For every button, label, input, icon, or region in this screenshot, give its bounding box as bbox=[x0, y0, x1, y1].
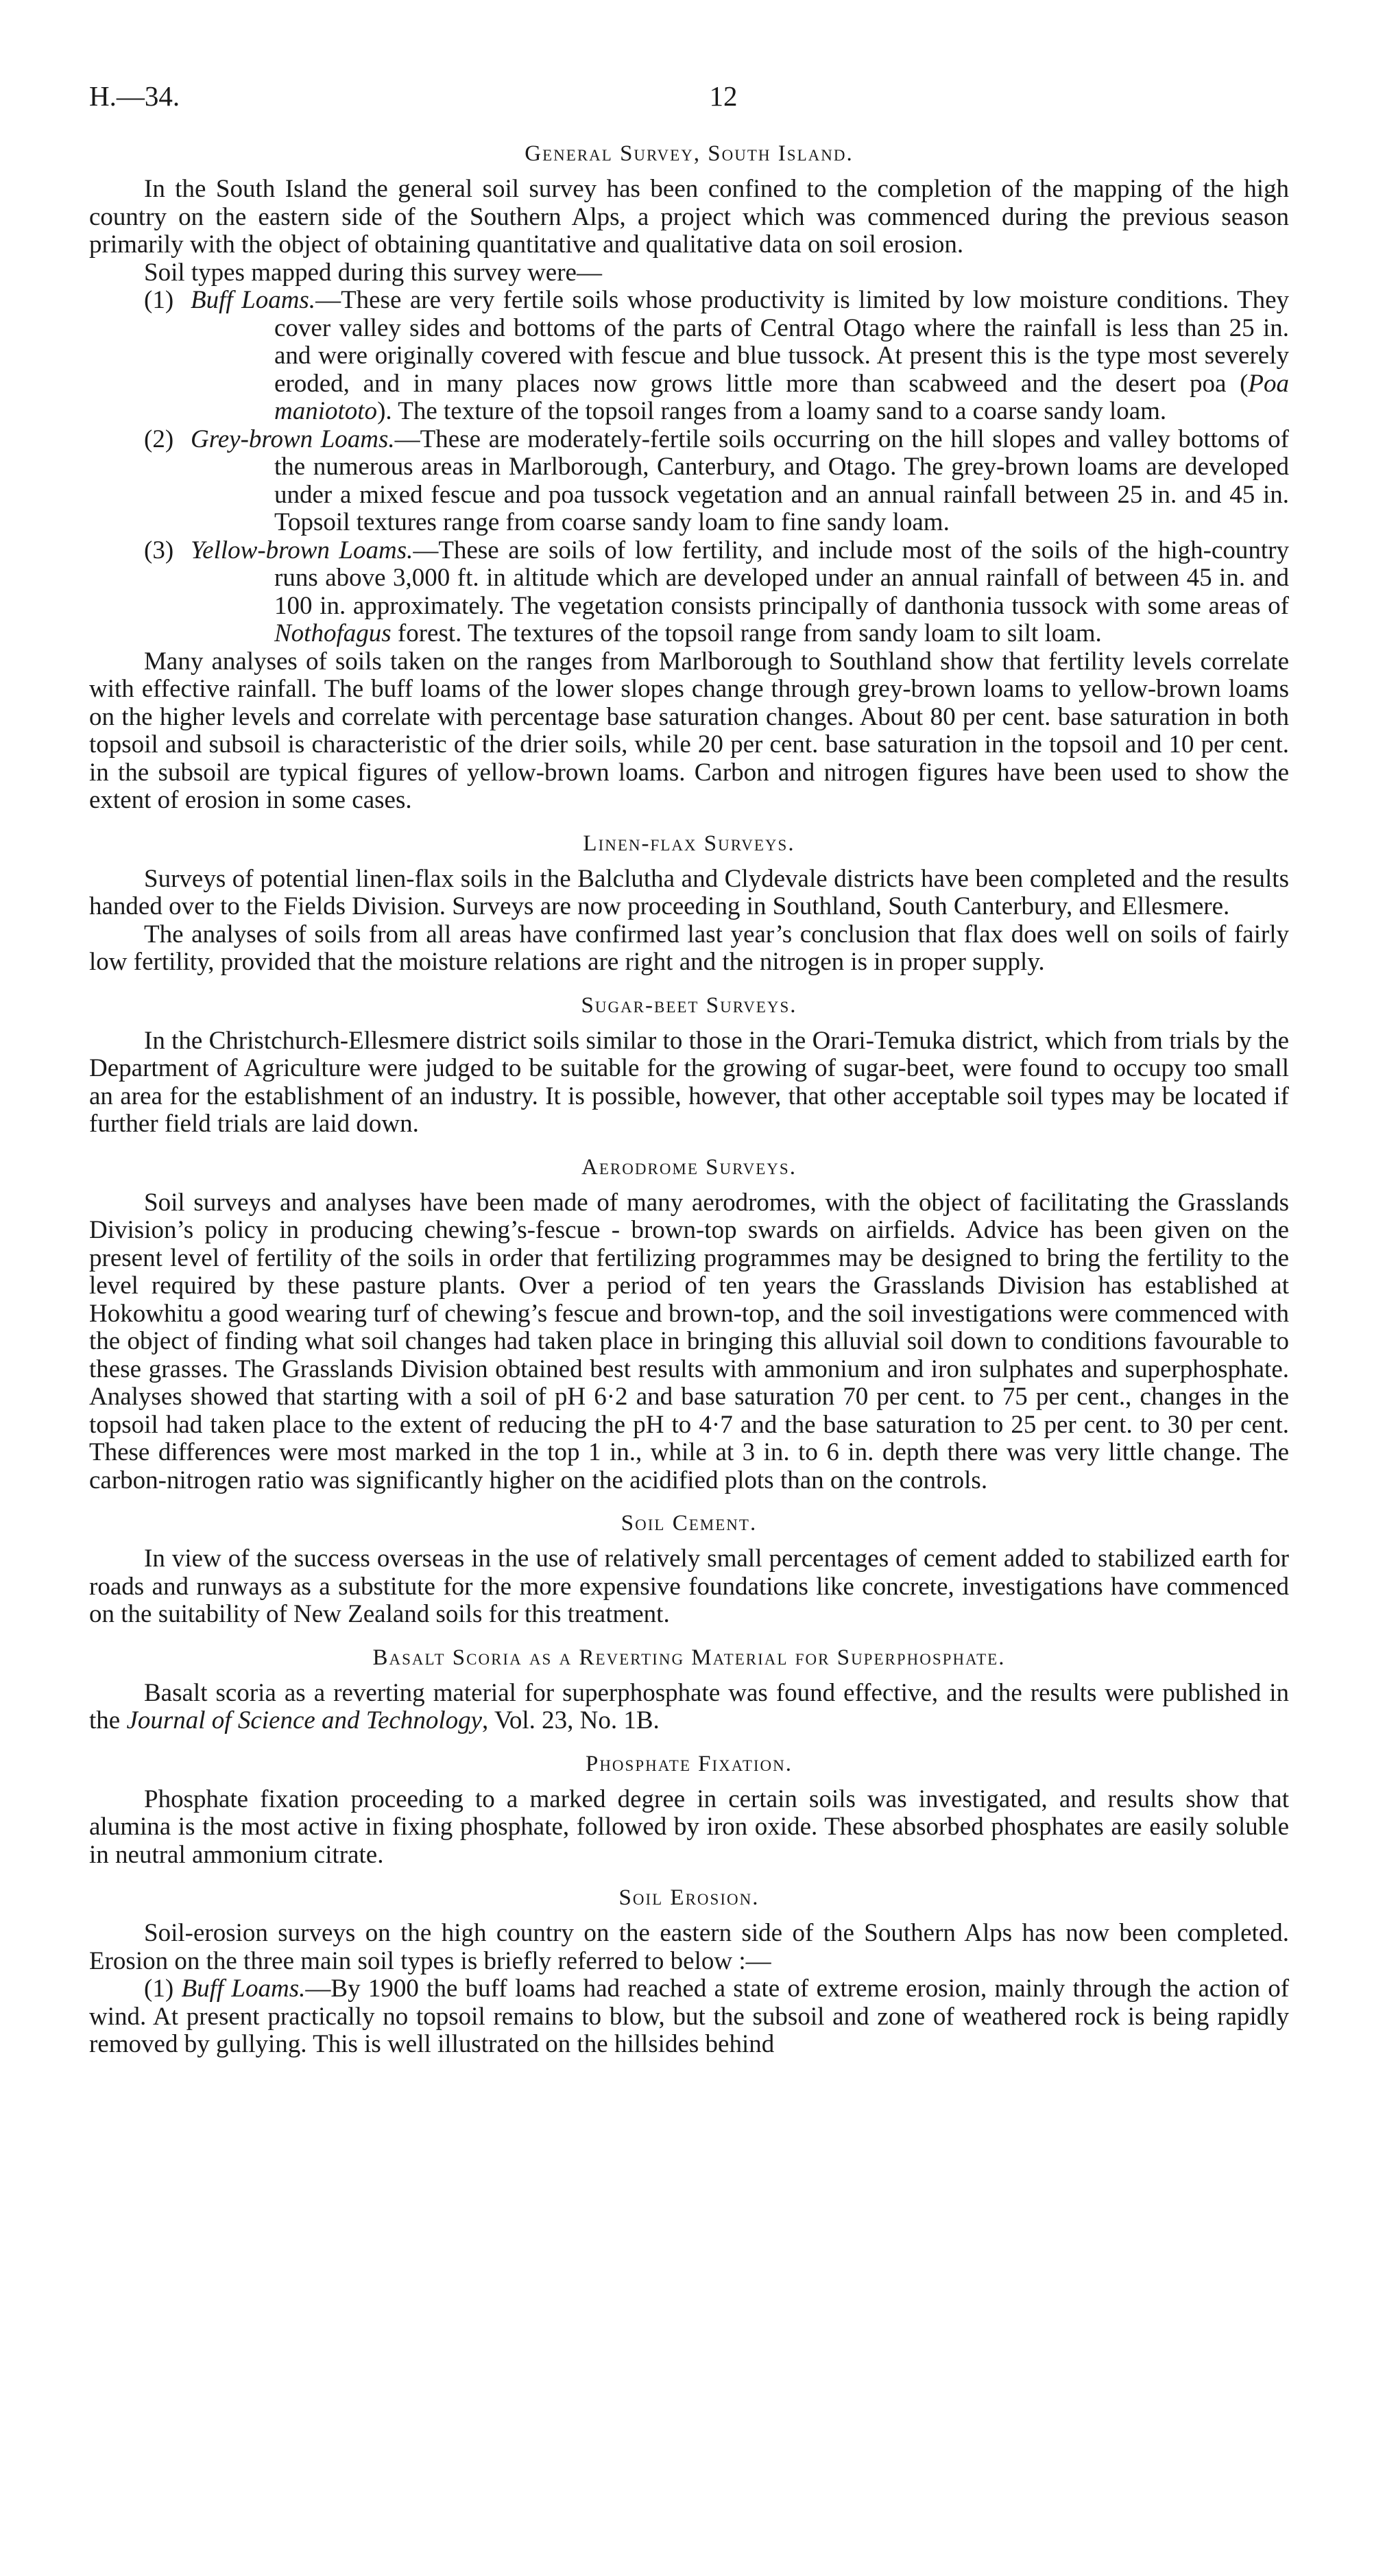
heading-soil-cement: Soil Cement. bbox=[621, 1511, 758, 1536]
heading-soil-erosion: Soil Erosion. bbox=[618, 1885, 760, 1910]
list-item-yellow-brown-loams bbox=[89, 537, 1289, 648]
list-number: (1) bbox=[144, 286, 174, 314]
paragraph bbox=[89, 1680, 1289, 1735]
paragraph: In view of the success overseas in the use of relatively small percentages of cement added to stabilized earth for roads and runways as a substitute for the more expensive foundations like concrete, investigations have commenced on the suitability of New Zealand soils for this treatment. bbox=[89, 1545, 1289, 1628]
paragraph: Many analyses of soils taken on the ranges from Marlborough to Southland show that fertility levels correlate with effective rainfall. The buff loams of the lower slopes change through grey-brown loams to yellow-brown loams on the higher levels and correlate with percentage base saturation changes. About 80 per cent. base saturation in both topsoil and subsoil is characteristic of the drier soils, while 20 per cent. base saturation in the topsoil and 10 per cent. in the subsoil are typical figures of yellow-brown loams. Carbon and nitrogen figures have been used to show the extent of erosion in some cases. bbox=[89, 647, 1289, 814]
list-item-text: forest. The textures of the topsoil range from sandy loam to silt loam. bbox=[391, 619, 1102, 647]
paragraph bbox=[89, 1975, 1289, 2059]
document-page bbox=[89, 75, 1289, 2059]
heading-aerodrome: Aerodrome Surveys. bbox=[581, 1154, 797, 1180]
heading-sugar-beet: Sugar-beet Surveys. bbox=[581, 992, 797, 1018]
list-item-text: ). The texture of the topsoil ranges from a loamy sand to a coarse sandy loam. bbox=[377, 397, 1167, 425]
genus-name: Nothofagus bbox=[274, 619, 392, 647]
list-item-grey-brown-loams bbox=[89, 426, 1289, 537]
paragraph: The analyses of soils from all areas have confirmed last year’s conclusion that flax does well on soils of fairly low fertility, provided that the moisture relations are right and the nitrogen is in proper supply. bbox=[89, 920, 1289, 976]
document-reference: H.—34. bbox=[89, 80, 180, 112]
list-item-text: —These are moderately-fertile soils occurring on the hill slopes and valley bottoms of the numerous areas in Marlborough, Canterbury, and Otago. The grey-brown loams are developed under a mixed fescue and poa tussock vegetation and an annual rainfall between 25 in. and 45 in. Topsoil textures range from coarse sandy loam to fine sandy loam. bbox=[274, 425, 1289, 536]
list-number: (3) bbox=[144, 536, 174, 564]
list-item-text: —These are very fertile soils whose productivity is limited by low moisture conditions. They cover valley sides and bottoms of the parts of Central Otago where the rainfall is less than 25 in. and were originally covered with fescue and blue tussock. At present this is the type most severely eroded, and in many places now grows little more than scabweed and the desert poa ( bbox=[274, 286, 1289, 398]
list-item-text: —These are soils of low fertility, and include most of the soils of the high-country runs above 3,000 ft. in altitude which are developed under an annual rainfall of between 45 in. and 100 in. approximately. The vegetation consists principally of danthonia tussock with some areas of bbox=[274, 536, 1289, 620]
paragraph-text: Basalt scoria as a reverting material for superphosphate was found effective, and the results were published in the bbox=[89, 1678, 1289, 1734]
list-item-title: Buff Loams. bbox=[191, 286, 316, 314]
paragraph: In the South Island the general soil survey has been confined to the completion of the mapping of the high country on the eastern side of the Southern Alps, a project which was commenced during the previous season primarily with the object of obtaining quantitative and qualitative data on soil erosion. bbox=[89, 175, 1289, 259]
list-item-title: Yellow-brown Loams. bbox=[191, 536, 413, 564]
page-number: 12 bbox=[709, 80, 738, 112]
list-item-buff-loams bbox=[89, 287, 1289, 426]
heading-basalt-scoria: Basalt Scoria as a Reverting Material for Superphosphate. bbox=[372, 1645, 1006, 1670]
heading-general-survey: General Survey, South Island. bbox=[525, 141, 854, 166]
list-item-title: Buff Loams. bbox=[181, 1975, 306, 2003]
list-number: (2) bbox=[144, 425, 174, 453]
page-header bbox=[89, 75, 1289, 118]
paragraph: Surveys of potential linen-flax soils in the Balclutha and Clydevale districts have been completed and the results handed over to the Fields Division. Surveys are now proceeding in Southland, South Canterbury, and Ellesmere. bbox=[89, 864, 1289, 920]
paragraph-text: , Vol. 23, No. 1B. bbox=[482, 1706, 660, 1734]
paragraph: Soil surveys and analyses have been made of many aerodromes, with the object of facilitating the Grasslands Division’s policy in producing chewing’s-fescue - brown-top swards on airfields. Advice has been given on the present level of fertility of the soils in order that fertilizing programmes may be designed to bring the fertility to the level required by these pasture plants. Over a period of ten years the Grasslands Division has established at Hokowhitu a good wearing turf of chewing’s fescue and brown-top, and the soil investigations were commenced with the object of finding what soil changes had taken place in bringing this alluvial soil down to conditions favourable to these grasses. The Grasslands Division obtained best results with ammonium and iron sulphates and superphosphate. Analyses showed that starting with a soil of pH 6·2 and base saturation 70 per cent. to 75 per cent., changes in the topsoil had taken place to the extent of reducing the pH to 4·7 and the base saturation to 25 per cent. to 30 per cent. These differences were most marked in the top 1 in., while at 3 in. to 6 in. depth there was very little change. The carbon-nitrogen ratio was significantly higher on the acidified plots than on the controls. bbox=[89, 1188, 1289, 1494]
list-number: (1) bbox=[144, 1975, 174, 2003]
species-name: Poa maniototo bbox=[274, 369, 1289, 425]
heading-phosphate-fixation: Phosphate Fixation. bbox=[585, 1751, 793, 1776]
paragraph: Soil-erosion surveys on the high country on the eastern side of the Southern Alps has now been completed. Erosion on the three main soil types is briefly referred to below :— bbox=[89, 1919, 1289, 1975]
paragraph: Soil types mapped during this survey were— bbox=[144, 258, 602, 287]
paragraph: Phosphate fixation proceeding to a marked degree in certain soils was investigated, and results show that alumina is the most active in fixing phosphate, followed by iron oxide. These absorbed phosphates are easily soluble in neutral ammonium citrate. bbox=[89, 1785, 1289, 1869]
heading-linen-flax: Linen-flax Surveys. bbox=[583, 831, 795, 856]
paragraph-text: —By 1900 the buff loams had reached a state of extreme erosion, mainly through the action of wind. At present practically no topsoil remains to blow, but the subsoil and zone of weathered rock is being rapidly removed by gullying. This is well illustrated on the hillsides behind bbox=[89, 1975, 1290, 2058]
paragraph: In the Christchurch-Ellesmere district soils similar to those in the Orari-Temuka district, which from trials by the Department of Agriculture were judged to be suitable for the growing of sugar-beet, were found to occupy too small an area for the establishment of an industry. It is possible, however, that other acceptable soil types may be located if further field trials are laid down. bbox=[89, 1026, 1289, 1138]
list-item-title: Grey-brown Loams. bbox=[191, 425, 395, 453]
journal-title: Journal of Science and Technology bbox=[126, 1706, 483, 1734]
